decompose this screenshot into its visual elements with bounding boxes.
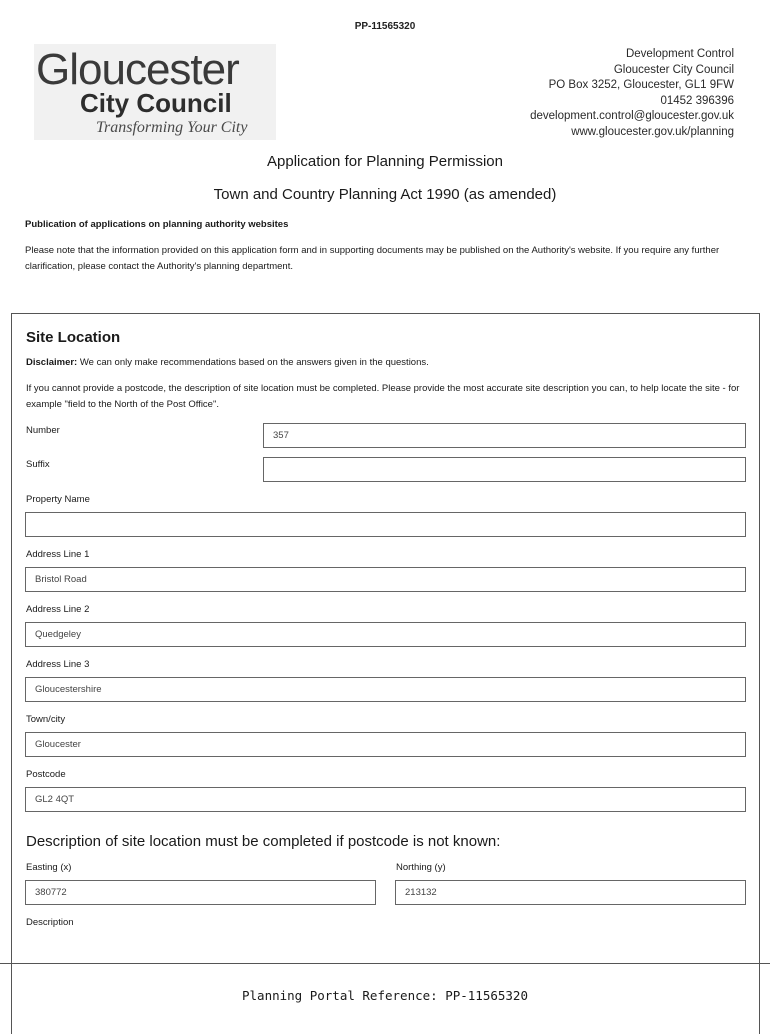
- site-help-text: If you cannot provide a postcode, the description of site location must be completed. Please provide the most accurate site description you can, to help locate the site - for example "field to the North of the Post Office".: [26, 383, 740, 410]
- site-location-section: [11, 313, 760, 1034]
- address-line-1-field[interactable]: Bristol Road: [25, 567, 746, 592]
- northing-field[interactable]: 213132: [395, 880, 746, 905]
- number-label: Number: [26, 425, 60, 436]
- address-line-1-label: Address Line 1: [26, 549, 90, 560]
- town-city-label: Town/city: [26, 714, 66, 725]
- easting-label: Easting (x): [26, 862, 72, 873]
- contact-dept: Development Control: [625, 48, 734, 60]
- description-label: Description: [26, 917, 74, 928]
- document-reference: PP-11565320: [354, 21, 416, 32]
- footer-reference: Planning Portal Reference: PP-11565320: [242, 988, 528, 1003]
- logo-tagline: Transforming Your City: [96, 119, 248, 136]
- suffix-field[interactable]: [263, 457, 746, 482]
- publication-text: Please note that the information provided on this application form and in supporting documents may be published on the Authority's website. If you require any further clarification, please contact the Authority's planning department.: [25, 245, 720, 272]
- property-name-label: Property Name: [26, 494, 90, 505]
- footer-divider: [0, 963, 770, 964]
- contact-phone: 01452 396396: [660, 94, 734, 107]
- postcode-label: Postcode: [26, 769, 66, 780]
- form-title: Application for Planning Permission: [267, 153, 503, 170]
- council-logo: [34, 44, 276, 140]
- section-title: Site Location: [26, 329, 121, 346]
- town-city-field[interactable]: Gloucester: [25, 732, 746, 757]
- address-line-3-label: Address Line 3: [26, 659, 90, 670]
- property-name-field[interactable]: [25, 512, 746, 537]
- description-heading: Description of site location must be completed if postcode is not known:: [26, 833, 501, 850]
- disclaimer: [26, 357, 429, 368]
- easting-field[interactable]: 380772: [25, 880, 376, 905]
- contact-email: development.control@gloucester.gov.uk: [530, 110, 734, 122]
- disclaimer-text: We can only make recommendations based on the answers given in the questions.: [77, 357, 429, 368]
- address-line-2-field[interactable]: Quedgeley: [25, 622, 746, 647]
- postcode-field[interactable]: GL2 4QT: [25, 787, 746, 812]
- contact-council: Gloucester City Council: [613, 63, 734, 76]
- suffix-label: Suffix: [26, 459, 50, 470]
- contact-block: [530, 47, 734, 140]
- address-line-2-label: Address Line 2: [26, 604, 90, 615]
- address-line-3-field[interactable]: Gloucestershire: [25, 677, 746, 702]
- logo-text-gloucester: Gloucester: [36, 45, 239, 94]
- contact-address: PO Box 3252, Gloucester, GL1 9FW: [548, 79, 734, 91]
- contact-web: www.gloucester.gov.uk/planning: [571, 125, 734, 138]
- northing-label: Northing (y): [396, 862, 446, 873]
- disclaimer-label: Disclaimer:: [26, 357, 78, 368]
- form-act: Town and Country Planning Act 1990 (as amended): [213, 186, 557, 203]
- publication-heading: Publication of applications on planning authority websites: [25, 219, 289, 230]
- number-field[interactable]: 357: [263, 423, 746, 448]
- logo-text-city-council: City Council: [80, 88, 232, 118]
